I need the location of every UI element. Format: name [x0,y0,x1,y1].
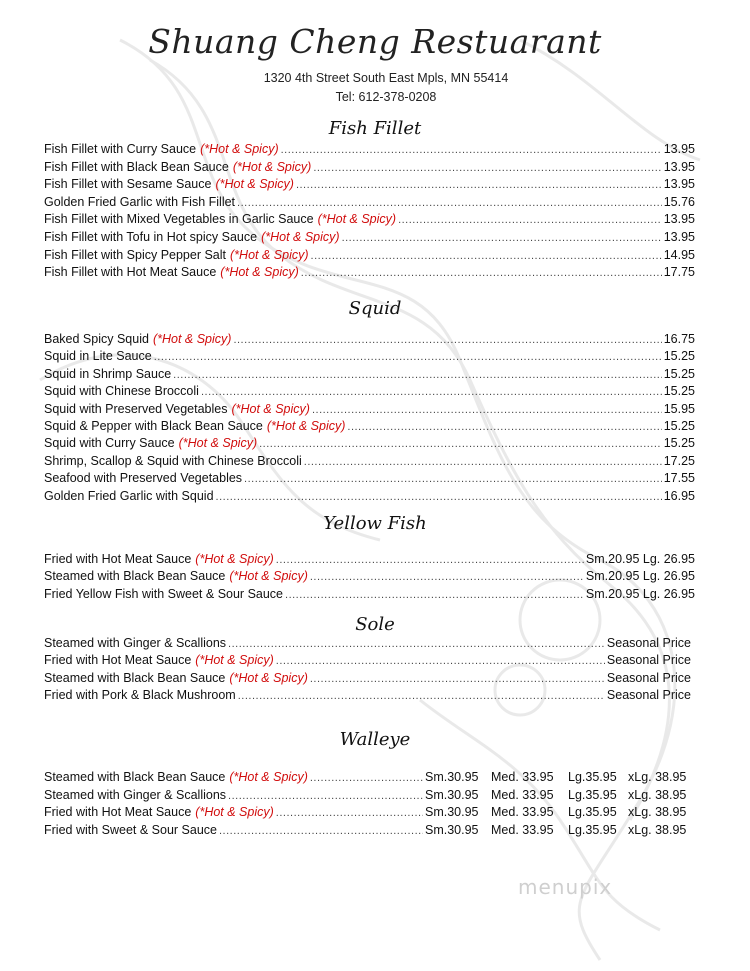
menu-item-name: Fried with Hot Meat Sauce [44,552,192,566]
menu-item-name: Squid in Shrimp Sauce [44,366,172,381]
leader-dots [238,688,605,705]
section-title-squid: Squid [348,298,402,319]
hot-spicy-label: (*Hot & Spicy) [229,670,308,685]
menu-item-row [44,435,695,452]
menu-item-row [44,635,691,652]
menu-item-price: 15.95 [663,401,695,416]
menu-item-row [44,453,695,470]
hot-spicy-label: (*Hot & Spicy) [195,653,274,668]
menu-item-price: Seasonal Price [606,670,691,685]
menu-item-name: Fish Fillet with Black Bean Sauce [44,159,229,174]
menu-item-price: 15.25 [663,366,695,381]
menu-item-name: Steamed with Ginger & Scallions [44,787,227,802]
leader-dots [244,471,662,488]
hot-spicy-label: (*Hot & Spicy) [152,332,232,346]
leader-dots [233,332,661,349]
price-sm: Sm.30.95 [425,770,479,784]
price-sm: Sm.30.95 [425,822,479,837]
menu-item-name: Baked Spicy Squid [44,332,149,346]
leader-dots [154,349,662,366]
menu-item-row [44,264,695,281]
leader-dots [310,770,423,787]
leader-dots [228,636,605,653]
menu-item-name: Golden Fried Garlic with Fish Fillet [44,194,236,209]
price-sm: Sm.30.95 [425,787,479,802]
menu-item-name: Fried with Hot Meat Sauce [44,805,192,819]
size-prices [425,769,698,786]
menu-item-price: 17.55 [663,471,695,486]
menu-item-row [44,141,695,158]
menu-item-price: Sm.20.95 Lg. 26.95 [585,552,695,566]
menu-item-price: 13.95 [663,177,695,192]
menu-item-name: Fish Fillet with Tofu in Hot spicy Sauce [44,230,258,244]
menu-item-price: 15.25 [663,384,695,399]
menu-item-name: Squid with Curry Sauce [44,436,175,451]
section-title-fish-fillet: Fish Fillet [328,118,422,139]
leader-dots [216,489,662,506]
restaurant-address: 1320 4th Street South East Mpls, MN 55414 [263,71,509,85]
restaurant-title: Shuang Cheng Restuarant [148,22,602,61]
price-lg: Lg.35.95 [568,787,617,802]
leader-dots [312,402,662,419]
price-med: Med. 33.95 [491,770,554,784]
menu-item-price: 15.25 [663,419,695,433]
menu-item-name: Squid with Chinese Broccoli [44,384,199,399]
menu-item-price: 13.95 [663,159,695,174]
menu-item-name: Fried with Hot Meat Sauce [44,653,192,668]
leader-dots [276,552,584,569]
leader-dots [237,195,662,212]
leader-dots [310,569,584,586]
price-xlg: xLg. 38.95 [628,805,687,819]
menu-item-row [44,822,698,839]
price-lg: Lg.35.95 [568,822,617,837]
menu-item-row [44,331,695,348]
menu-item-price: Seasonal Price [606,653,691,668]
leader-dots [219,823,423,840]
menu-item-price: 13.95 [663,142,695,156]
leader-dots [347,419,661,436]
menu-item-name: Fried Yellow Fish with Sweet & Sour Sauce [44,586,284,601]
hot-spicy-label: (*Hot & Spicy) [230,247,309,262]
price-lg: Lg.35.95 [568,805,617,819]
hot-spicy-label: (*Hot & Spicy) [266,419,346,433]
menu-item-row [44,159,695,176]
menu-item-price: 15.25 [663,436,695,451]
price-sm: Sm.30.95 [425,805,479,819]
menu-item-name: Seafood with Preserved Vegetables [44,471,243,486]
menu-item-row [44,652,691,669]
price-med: Med. 33.95 [491,805,554,819]
leader-dots [310,671,605,688]
menu-item-row [44,670,691,687]
menu-item-name: Steamed with Ginger & Scallions [44,636,227,650]
price-xlg: xLg. 38.95 [628,787,687,802]
menu-item-price: 17.75 [663,265,695,280]
menu-item-row [44,229,695,246]
menu-item-name: Steamed with Black Bean Sauce [44,670,226,685]
leader-dots [311,248,662,265]
menu-item-row [44,551,695,568]
hot-spicy-label: (*Hot & Spicy) [195,552,274,566]
section-title-yellow-fish: Yellow Fish [323,513,427,534]
menu-item-name: Shrimp, Scallop & Squid with Chinese Broccoli [44,453,302,468]
size-prices [425,822,698,839]
menu-item-price: Sm.20.95 Lg. 26.95 [585,569,695,584]
hot-spicy-label: (*Hot & Spicy) [229,569,308,584]
menupix-watermark: menupix [518,875,613,899]
menu-item-name: Golden Fried Garlic with Squid [44,488,214,503]
menu-item-name: Squid in Lite Sauce [44,349,152,364]
leader-dots [201,384,662,401]
price-lg: Lg.35.95 [568,770,617,784]
size-prices [425,787,698,804]
leader-dots [304,454,662,471]
hot-spicy-label: (*Hot & Spicy) [195,805,274,819]
menu-item-name: Squid with Preserved Vegetables [44,401,228,416]
menu-item-row [44,787,698,804]
menu-item-row [44,383,695,400]
menu-item-row [44,366,695,383]
menu-item-row [44,247,695,264]
menu-item-price: Sm.20.95 Lg. 26.95 [585,586,695,601]
menu-item-row [44,418,695,435]
menu-item-name: Squid & Pepper with Black Bean Sauce [44,419,263,433]
hot-spicy-label: (*Hot & Spicy) [178,436,258,451]
hot-spicy-label: (*Hot & Spicy) [229,770,308,784]
price-med: Med. 33.95 [491,787,554,802]
leader-dots [173,367,662,384]
hot-spicy-label: (*Hot & Spicy) [220,265,299,280]
hot-spicy-label: (*Hot & Spicy) [232,159,312,174]
menu-item-name: Steamed with Black Bean Sauce [44,569,226,584]
menu-item-row [44,401,695,418]
menu-item-name: Fish Fillet with Spicy Pepper Salt [44,247,227,262]
hot-spicy-label: (*Hot & Spicy) [261,230,340,244]
menu-item-price: 16.95 [663,488,695,503]
menu-item-price: 13.95 [663,212,695,227]
leader-dots [276,653,605,670]
menu-item-name: Fish Fillet with Mixed Vegetables in Garlic Sauce [44,212,314,227]
price-xlg: xLg. 38.95 [628,822,687,837]
menu-item-price: 14.95 [663,247,695,262]
restaurant-phone: Tel: 612-378-0208 [335,90,437,104]
menu-item-row [44,211,695,228]
menu-item-price: 17.25 [663,453,695,468]
menu-item-price: 15.76 [663,194,695,209]
leader-dots [313,160,661,177]
menu-item-price: 15.25 [663,349,695,364]
menu-item-name: Fried with Pork & Black Mushroom [44,688,236,703]
menu-item-name: Fried with Sweet & Sour Sauce [44,822,217,837]
size-prices [425,804,698,821]
price-xlg: xLg. 38.95 [628,770,687,784]
menu-item-name: Fish Fillet with Curry Sauce [44,142,197,156]
leader-dots [285,587,584,604]
menu-item-row [44,176,695,193]
leader-dots [259,436,662,453]
menu-item-row [44,769,698,786]
menu-item-row [44,194,695,211]
leader-dots [342,230,662,247]
menu-item-row [44,804,698,821]
price-med: Med. 33.95 [491,822,554,837]
menu-item-price: 16.75 [663,332,695,346]
menu-item-name: Fish Fillet with Sesame Sauce [44,177,212,192]
menu-item-row [44,348,695,365]
menu-item-price: 13.95 [663,230,695,244]
menu-item-row [44,687,691,704]
menu-item-row [44,470,695,487]
hot-spicy-label: (*Hot & Spicy) [215,177,294,192]
leader-dots [398,212,662,229]
leader-dots [281,142,662,159]
menu-item-row [44,568,695,585]
leader-dots [296,177,662,194]
leader-dots [228,788,423,805]
menu-item-row [44,488,695,505]
menu-item-name: Steamed with Black Bean Sauce [44,770,226,784]
section-title-walleye: Walleye [339,729,411,750]
leader-dots [301,265,662,282]
leader-dots [276,805,423,822]
menu-item-name: Fish Fillet with Hot Meat Sauce [44,265,217,280]
menu-item-row [44,586,695,603]
section-title-sole: Sole [355,614,395,635]
menu-header [0,22,750,107]
hot-spicy-label: (*Hot & Spicy) [200,142,279,156]
hot-spicy-label: (*Hot & Spicy) [231,401,310,416]
menu-item-price: Seasonal Price [606,636,691,650]
menu-item-price: Seasonal Price [606,688,691,703]
hot-spicy-label: (*Hot & Spicy) [317,212,397,227]
